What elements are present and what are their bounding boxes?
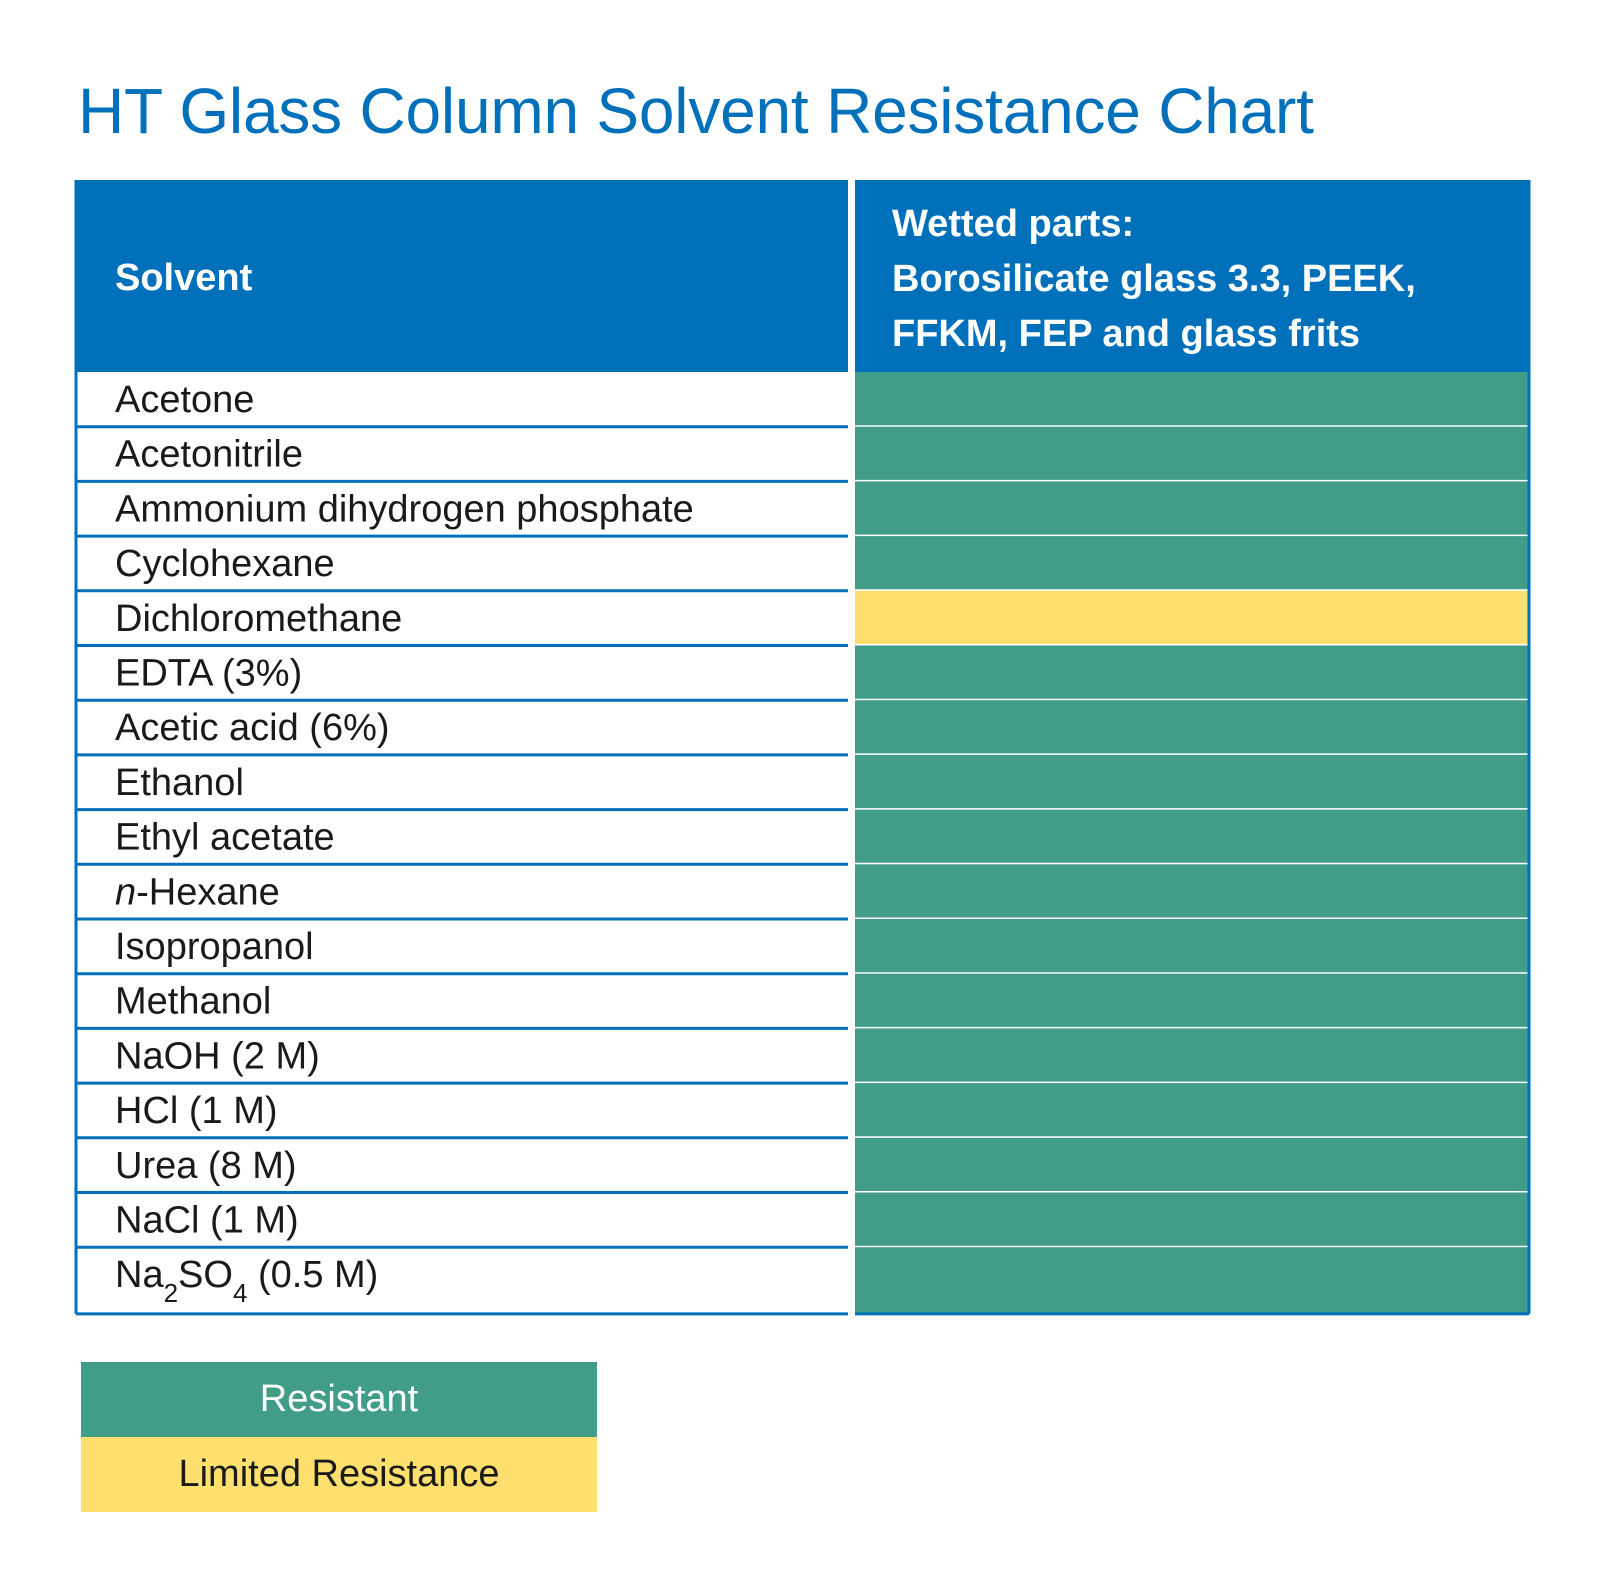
legend-resistant: Resistant [81, 1362, 597, 1437]
solvent-label: Urea (8 M) [115, 1144, 297, 1187]
rating-cell [855, 536, 1529, 591]
legend [81, 1362, 597, 1512]
rating-cell [855, 1138, 1529, 1193]
rating-cell [855, 755, 1529, 810]
rating-cell [855, 1028, 1529, 1083]
rating-cell [855, 864, 1529, 919]
rating-cell [855, 700, 1529, 755]
rating-cell [855, 974, 1529, 1029]
solvent-column-header: Solvent [115, 257, 253, 299]
solvent-label: NaOH (2 M) [115, 1035, 320, 1078]
solvent-label: EDTA (3%) [115, 652, 303, 695]
solvent-label: HCl (1 M) [115, 1090, 278, 1133]
rating-cell [855, 427, 1529, 482]
rating-cell [855, 810, 1529, 865]
solvent-label: Ammonium dihydrogen phosphate [115, 488, 694, 531]
rating-cell [855, 1083, 1529, 1138]
chart-title: HT Glass Column Solvent Resistance Chart [78, 75, 1314, 147]
solvent-label: Cyclohexane [115, 543, 335, 586]
solvent-label: Acetone [115, 379, 255, 421]
legend-limited-resistance: Limited Resistance [81, 1437, 597, 1512]
solvent-label: n-Hexane [115, 871, 280, 914]
solvent-label: Ethyl acetate [115, 816, 335, 859]
solvent-label: $Na_2SO_4$ (0.5 M) [115, 1254, 379, 1309]
rating-cell [855, 481, 1529, 536]
solvent-label: NaCl (1 M) [115, 1199, 299, 1242]
wetted-parts-header-line-2: Borosilicate glass 3.3, PEEK, [892, 258, 1416, 300]
rating-cell [855, 372, 1529, 427]
solvent-label: Acetonitrile [115, 433, 303, 476]
rating-cell [855, 1193, 1529, 1248]
solvent-label: Ethanol [115, 761, 244, 804]
wetted-parts-header-line-3: FFKM, FEP and glass frits [892, 313, 1361, 355]
rating-cell [855, 591, 1529, 646]
solvent-label: Acetic acid (6%) [115, 707, 390, 750]
rating-cell [855, 919, 1529, 974]
wetted-parts-header-line-1: Wetted parts: [892, 203, 1135, 245]
solvent-label: Methanol [115, 980, 272, 1023]
rating-cell [855, 1247, 1529, 1314]
rating-cell [855, 646, 1529, 701]
solvent-label: Isopropanol [115, 926, 314, 968]
solvent-label: Dichloromethane [115, 597, 403, 640]
